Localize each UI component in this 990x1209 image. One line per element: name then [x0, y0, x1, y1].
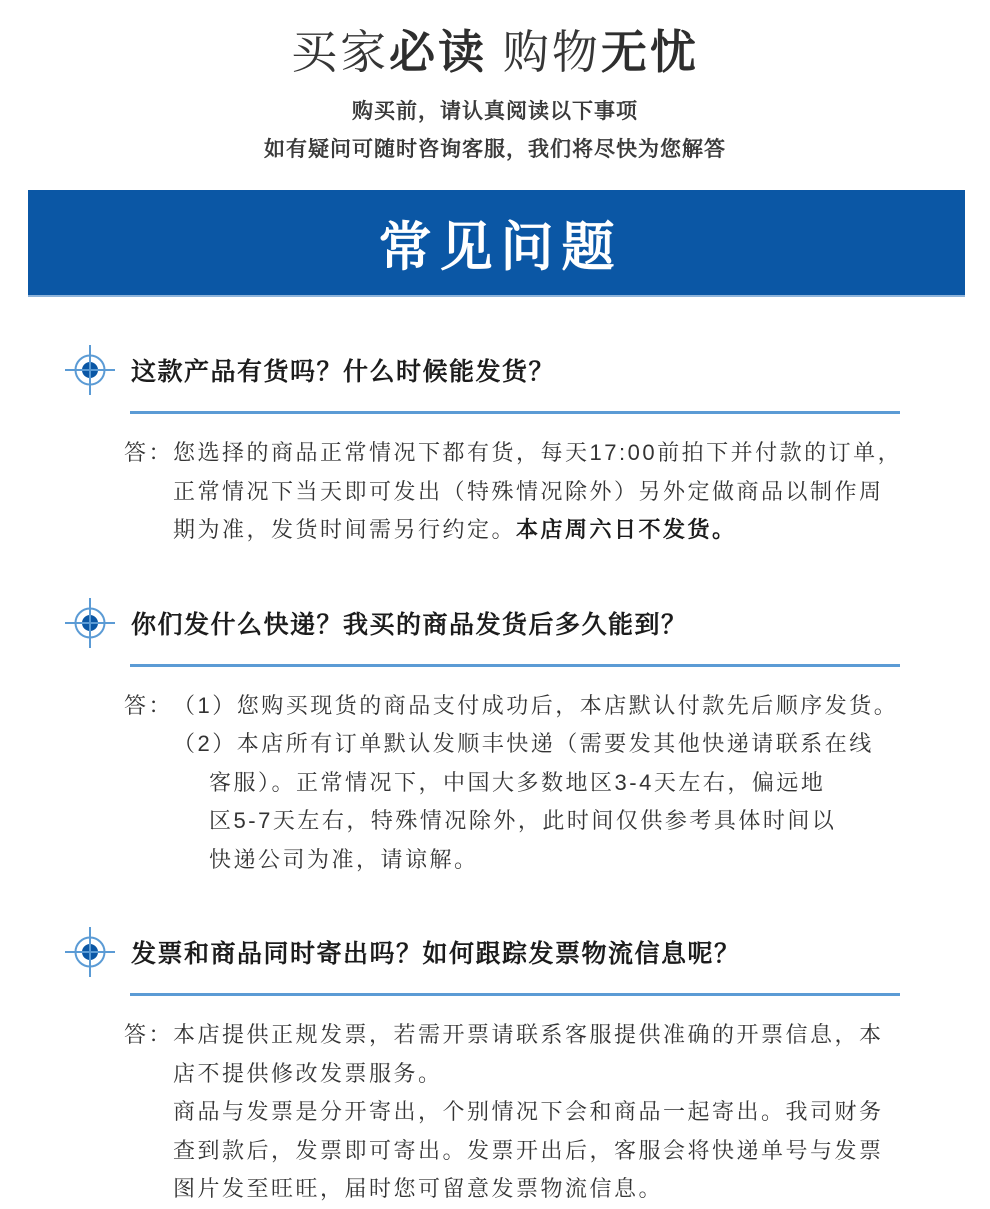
answer-label: 答：: [124, 1022, 174, 1047]
answer-text: 查到款后，发票即可寄出。发票开出后，客服会将快递单号与发票: [173, 1137, 884, 1163]
answer-label: 答：: [124, 692, 174, 718]
crosshair-target-icon: [64, 926, 116, 978]
answer-line: [173, 511, 990, 550]
answer-line: [173, 687, 990, 726]
title-segment: 必读: [389, 26, 488, 78]
question-divider: [130, 664, 900, 667]
question-divider: [130, 411, 900, 414]
answer-line: [173, 1170, 990, 1209]
answer-line: [173, 1055, 990, 1094]
answer-text: （2）本店所有订单默认发顺丰快递（需要发其他快递请联系在线: [173, 731, 874, 756]
answer-text: 店不提供修改发票服务。: [173, 1060, 443, 1086]
answer-text: 正常情况下当天即可发出（特殊情况除外）另外定做商品以制作周: [173, 478, 884, 504]
answer-line: [173, 841, 990, 880]
answer-block: [124, 1016, 990, 1209]
answer-text: 区5-7天左右，特殊情况除外，此时间仅供参考具体时间以: [209, 808, 837, 833]
title-segment: 买家: [291, 26, 390, 78]
question-divider: [130, 993, 900, 996]
page-title: [0, 26, 990, 78]
answer-text: 本店提供正规发票，若需开票请联系客服提供准确的开票信息，本: [173, 1022, 884, 1047]
page-header: [0, 26, 990, 163]
title-segment: 无忧: [600, 26, 699, 78]
question-title: 你们发什么快递？我买的商品发货后多久能到？: [131, 610, 688, 639]
answer-block: [124, 687, 990, 880]
answer-label: 答：: [124, 440, 174, 465]
question-row: [0, 597, 990, 649]
answer-line: [173, 802, 990, 841]
faq-section: [0, 344, 990, 550]
answer-body: [173, 434, 990, 550]
answer-line: [173, 473, 990, 512]
answer-text: 期为准，发货时间需另行约定。: [173, 517, 517, 542]
answer-line: [173, 725, 990, 764]
question-title: 发票和商品同时寄出吗？如何跟踪发票物流信息呢？: [131, 940, 741, 968]
answer-body: [173, 1016, 990, 1209]
faq-banner: [28, 190, 965, 297]
answer-text-bold: 本店周六日不发货。: [516, 517, 737, 542]
answer-text: （1）您购买现货的商品支付成功后，本店默认付款先后顺序发货。: [173, 692, 899, 718]
answer-line: [173, 434, 990, 473]
answer-text: 图片发至旺旺，届时您可留意发票物流信息。: [173, 1176, 664, 1201]
answer-line: [173, 1132, 990, 1171]
answer-block: [124, 434, 990, 550]
title-segment: 购物: [487, 26, 601, 78]
crosshair-target-icon: [64, 597, 116, 649]
faq-banner-title: 常见问题: [378, 217, 623, 277]
crosshair-target-icon: [64, 344, 116, 396]
faq-section: [0, 597, 990, 880]
question-row: [0, 344, 990, 396]
answer-text: 您选择的商品正常情况下都有货，每天17:00前拍下并付款的订单，: [173, 440, 903, 465]
header-subtitle-2: 如有疑问可随时咨询客服，我们将尽快为您解答: [264, 138, 726, 161]
answer-text: 快递公司为准，请谅解。: [209, 846, 479, 872]
faq-section: [0, 926, 990, 1209]
header-subtitle-1: 购买前，请认真阅读以下事项: [352, 100, 638, 123]
faq-list: [0, 297, 990, 1209]
answer-text: 商品与发票是分开寄出，个别情况下会和商品一起寄出。我司财务: [173, 1099, 884, 1124]
answer-line: [173, 764, 990, 803]
answer-line: [173, 1016, 990, 1055]
question-row: [0, 926, 990, 978]
question-title: 这款产品有货吗？什么时候能发货？: [131, 358, 556, 386]
answer-line: [173, 1093, 990, 1132]
answer-body: [173, 687, 990, 880]
answer-text: 客服）。正常情况下，中国大多数地区3-4天左右，偏远地: [209, 769, 826, 795]
